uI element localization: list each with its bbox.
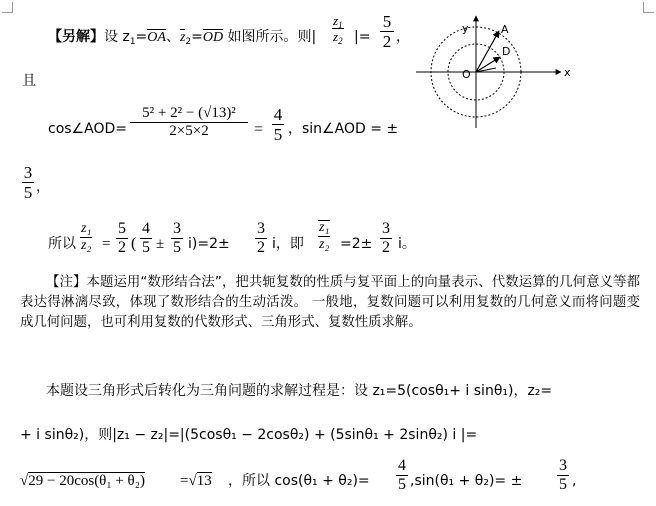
frac-num: 3 [23,163,33,182]
frac-den: 2×5×2 [169,123,209,139]
corner-mark-right [643,2,654,13]
result-text: i)=2± [188,236,230,252]
equals: = [254,121,264,138]
paren-open: ( [131,235,137,252]
comma: ， [36,179,50,195]
fraction-z1-z2-conjugate [318,220,330,252]
frac-num: z₁ [319,220,330,235]
fraction-4-5 [396,458,408,493]
frac-num: z₁ [81,221,92,236]
fraction-z1-z2 [80,222,92,253]
equals: = [191,29,203,45]
frac-den: 2 [382,239,390,256]
frac-num: 3 [559,457,567,474]
frac-num: 4 [398,457,406,474]
sqrt13-expression [180,474,212,489]
sqrt-expression [20,474,145,489]
therefore-label: 所以 [48,236,76,252]
subscript: 1 [129,37,136,47]
sqrt-sign: √ [188,473,197,489]
fraction-law-of-cosines [130,106,248,139]
frac-den: 2 [257,239,265,256]
point-a-label: A [501,23,509,36]
frac-num: 5 [118,220,126,237]
comma: , [572,473,577,489]
abs-eq: |= [354,29,371,45]
equals: = [102,236,111,252]
sqrt-body: 13 [196,473,212,489]
fraction-3-2 [380,221,392,256]
frac-num: 3 [382,220,390,237]
x-axis-label: x [564,66,571,79]
frac-num: 5 [382,12,392,31]
note-paragraph: 【注】本题运用“数形结合法”，把共轭复数的性质与复平面上的向量表示、代数运算的几何意义等都表达得淋漓尽致，体现了数形结合的生动活泼。 一般地，复数问题可以利用复数的几何意义而将问题变成几何问题，也可利用复数的代数形式、三角形式、复数性质求解。 [20,275,640,330]
frac-den: 5 [559,476,567,493]
equals: = [180,473,189,489]
frac-num: 4 [142,220,150,237]
sin-aod-label: ，sin∠AOD = ± [288,121,399,137]
z2-conjugate: z [179,30,186,45]
text-as-shown: 如图所示。则| [223,29,317,45]
end-text: i。 [398,236,416,252]
fraction-3-2 [255,221,267,256]
frac-den: z₂ [81,238,92,253]
comma: ， [396,29,410,45]
separator: 、 [165,29,180,45]
cos-aod-label: cos∠AOD= [48,121,127,137]
complex-plane-figure [416,10,576,130]
modulus-line: + i sinθ₂)，则|z₁ − z₂|=|(5cosθ₁ − 2cosθ₂) + (5sinθ₁ + 2sinθ₂) i |= [20,427,478,443]
that-is-text: i，即 [272,236,304,252]
frac-num: 3 [173,220,181,237]
result-text: =2± [340,236,373,252]
equals: = [135,29,148,45]
point-d-label: D [502,45,511,58]
fraction-4-5 [140,221,152,256]
fraction-5-2 [380,13,394,50]
y-axis-label: y [462,22,469,35]
frac-num: z [333,13,339,28]
sqrt-sign: √ [20,473,29,489]
frac-den: 2 [118,239,126,256]
frac-num-sub: 1 [338,20,343,30]
corner-mark-left [2,2,13,13]
sqrt-body: 29 − 20cos(θ₁ + θ₂) [28,473,145,489]
frac-den: 2 [382,32,392,51]
frac-den: 5 [23,183,33,202]
frac-den: 5 [142,239,150,256]
frac-num: 5² + 2² − (√13)² [142,105,236,121]
frac-den: z₂ [319,237,330,252]
frac-num: 4 [273,105,283,124]
fraction-z1-z2 [332,13,344,46]
subscript: 2 [185,37,192,47]
trig-form-paragraph: 本题设三角形式后转化为三角问题的求解过程是：设 z₁=5(cosθ₁+ i sinθ₁)，z₂= [46,383,553,399]
fraction-3-5 [557,458,569,493]
fraction-5-2 [116,221,128,256]
frac-den: z [333,29,339,44]
vector-od: OD [202,30,224,45]
cos-sum-text: ，所以 cos(θ₁ + θ₂)= [228,473,370,489]
frac-den: 5 [173,239,181,256]
alt-solution-tag: 【另解】 [48,29,104,45]
frac-den-sub: 2 [338,36,343,46]
frac-num: 3 [257,220,265,237]
vector-oa: OA [147,30,166,45]
origin-label: O [462,68,471,81]
frac-den: 5 [273,125,283,144]
fraction-3-5 [171,221,183,256]
fraction-3-5 [22,164,34,201]
frac-den: 5 [398,476,406,493]
line-1 [48,30,316,45]
sin-sum-text: ,sin(θ₁ + θ₂)= ± [410,473,523,489]
fraction-4-5 [272,106,284,143]
text-set: 设 z [104,29,130,45]
plus-minus: ± [156,236,165,252]
line-2: 且 [22,73,36,89]
